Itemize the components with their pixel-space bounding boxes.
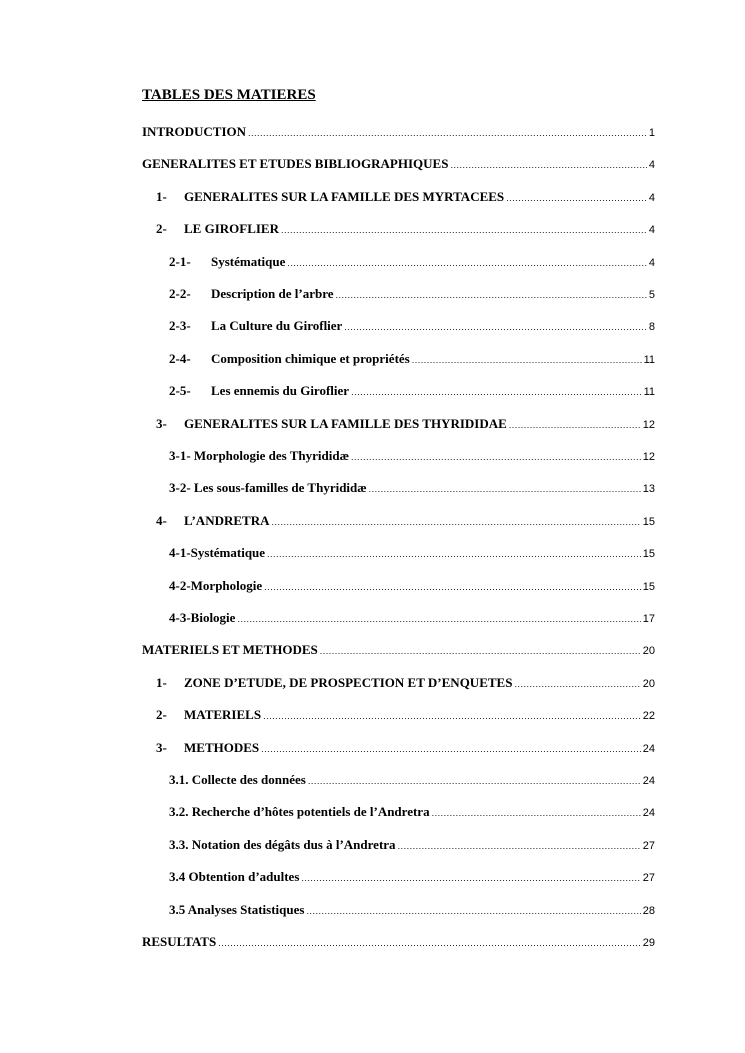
toc-entry-page-number: 27 [642, 872, 655, 885]
toc-dot-leader [450, 160, 646, 170]
toc-entry[interactable] [156, 675, 655, 693]
toc-entry-page-number: 4 [648, 224, 655, 237]
toc-entry-label: La Culture du Giroflier [211, 318, 343, 334]
toc-entry-label: METHODES [184, 739, 260, 755]
toc-entry[interactable] [169, 578, 655, 596]
toc-dot-leader [271, 517, 640, 527]
toc-entry-number: 2-1- [169, 253, 191, 269]
toc-dot-leader [351, 452, 641, 462]
toc-dot-leader [287, 258, 646, 268]
toc-entry-label: RESULTATS [142, 934, 217, 949]
toc-entry[interactable] [156, 707, 655, 725]
toc-dot-leader [398, 841, 641, 851]
toc-entry-page-number: 5 [648, 289, 655, 301]
toc-dot-leader [432, 808, 641, 818]
toc-entry-label: Systématique [211, 253, 286, 269]
toc-entry-page-number: 29 [642, 937, 655, 949]
toc-entry-page-number: 4 [648, 256, 655, 269]
toc-entry-label: INTRODUCTION [142, 124, 247, 139]
toc-entry-page-number: 17 [642, 613, 655, 625]
toc-entry[interactable] [169, 351, 655, 369]
toc-dot-leader [237, 614, 640, 624]
toc-entry[interactable] [169, 804, 655, 822]
toc-entry-label: L’ANDRETRA [184, 512, 270, 528]
toc-entry-label: Composition chimique et propriétés [211, 350, 410, 366]
toc-entry[interactable] [156, 221, 655, 239]
toc-entry-number: 1- [156, 188, 167, 204]
toc-entry-page-number: 24 [642, 742, 655, 755]
toc-entry[interactable] [169, 286, 655, 304]
toc-entry-page-number: 4 [648, 191, 655, 204]
toc-entry-page-number: 4 [648, 159, 655, 172]
toc-entry-label: MATERIELS [184, 707, 262, 723]
toc-entry-page-number: 27 [642, 839, 655, 852]
toc-entry[interactable] [142, 156, 655, 174]
toc-entry-page-number: 15 [642, 548, 655, 561]
toc-entry-number: 3- [156, 739, 167, 755]
toc-entry[interactable] [169, 448, 655, 466]
toc-entry-page-number: 8 [648, 321, 655, 334]
toc-dot-leader [306, 906, 640, 916]
toc-entry-page-number: 20 [642, 645, 655, 658]
toc-entry-number: 3- [156, 415, 167, 431]
toc-dot-leader [369, 484, 641, 494]
toc-dot-leader [261, 744, 641, 754]
toc-entry-number: 2-4- [169, 350, 191, 366]
toc-dot-leader [308, 776, 641, 786]
toc-entry[interactable] [156, 740, 655, 758]
toc-entry-label: GENERALITES SUR LA FAMILLE DES THYRIDIDAE [184, 415, 507, 431]
toc-entry[interactable] [169, 254, 655, 272]
toc-entry-page-number: 22 [642, 710, 655, 723]
toc-entry-page-number: 20 [642, 677, 655, 690]
toc-entry-page-number: 15 [642, 515, 655, 528]
toc-entry-page-number: 12 [642, 418, 655, 431]
toc-entry-label: 3.5 Analyses Statistiques [169, 901, 305, 917]
toc-entry-number: 2-2- [169, 286, 191, 301]
toc-dot-leader [264, 582, 641, 592]
toc-entry[interactable] [142, 124, 655, 142]
toc-entry-page-number: 11 [643, 386, 655, 399]
toc-entry-label: GENERALITES ET ETUDES BIBLIOGRAPHIQUES [142, 156, 449, 172]
toc-dot-leader [509, 420, 641, 430]
toc-entry-label: 3.1. Collecte des données [169, 772, 306, 787]
toc-entry[interactable] [169, 869, 655, 887]
toc-dot-leader [281, 225, 647, 235]
toc-dot-leader [506, 193, 647, 203]
toc-entry-number: 2- [156, 221, 167, 237]
toc-entry-label: 4-2-Morphologie [169, 577, 263, 593]
toc-entry[interactable] [156, 416, 655, 434]
toc-entry-label: Description de l’arbre [211, 286, 334, 301]
toc-entry-label: 4-1-Systématique [169, 545, 266, 561]
toc-entry-label: 3.4 Obtention d’adultes [169, 869, 300, 885]
toc-entry-label: GENERALITES SUR LA FAMILLE DES MYRTACEES [184, 188, 505, 204]
toc-entry-number: 2-5- [169, 383, 191, 399]
toc-entry[interactable] [169, 318, 655, 336]
toc-entry-label: LE GIROFLIER [184, 221, 279, 237]
toc-entry[interactable] [169, 610, 655, 628]
toc-entry[interactable] [169, 772, 655, 790]
toc-entry[interactable] [169, 480, 655, 498]
toc-entry-page-number: 12 [642, 451, 655, 463]
toc-entry-page-number: 24 [642, 807, 655, 820]
toc-entry[interactable] [169, 902, 655, 920]
toc-dot-leader [263, 711, 641, 721]
toc-dot-leader [336, 290, 647, 300]
toc-dot-leader [344, 322, 647, 332]
toc-dot-leader [301, 873, 640, 883]
toc-entry-label: MATERIELS ET METHODES [142, 642, 318, 658]
toc-entry[interactable] [169, 383, 655, 401]
toc-dot-leader [351, 387, 642, 397]
toc-entry[interactable] [142, 642, 655, 660]
toc-entry-label: 3-1- Morphologie des Thyrididæ [169, 448, 349, 463]
toc-entry-label: 3.2. Recherche d’hôtes potentiels de l’Andretra [169, 804, 430, 820]
toc-entry[interactable] [142, 934, 655, 952]
toc-dot-leader [248, 128, 647, 138]
toc-entry-page-number: 11 [643, 353, 655, 366]
toc-dot-leader [218, 938, 641, 948]
toc-entry[interactable] [169, 545, 655, 563]
toc-entry-label: 4-3-Biologie [169, 610, 236, 625]
toc-entry-page-number: 28 [642, 904, 655, 917]
toc-entry-number: 4- [156, 512, 167, 528]
toc-entry-label: ZONE D’ETUDE, DE PROSPECTION ET D’ENQUETES [184, 674, 513, 690]
toc-entry[interactable] [156, 189, 655, 207]
toc-entry-number: 2-3- [169, 318, 191, 334]
toc-entry[interactable] [156, 513, 655, 531]
toc-entry-page-number: 15 [642, 580, 655, 593]
toc-dot-leader [514, 679, 640, 689]
toc-entry-number: 1- [156, 674, 167, 690]
toc-entry-label: Les ennemis du Giroflier [211, 383, 350, 399]
toc-entry[interactable] [169, 837, 655, 855]
toc-dot-leader [267, 549, 641, 559]
toc-title: TABLES DES MATIERES [142, 87, 316, 103]
toc-entry-page-number: 1 [648, 127, 655, 139]
toc-entry-page-number: 13 [642, 483, 655, 496]
toc-entry-page-number: 24 [642, 775, 655, 787]
toc-dot-leader [320, 646, 641, 656]
toc-dot-leader [412, 355, 642, 365]
toc-entry-label: 3.3. Notation des dégâts dus à l’Andretra [169, 836, 396, 852]
toc-entry-label: 3-2- Les sous-familles de Thyrididæ [169, 480, 367, 496]
toc-entry-number: 2- [156, 707, 167, 723]
